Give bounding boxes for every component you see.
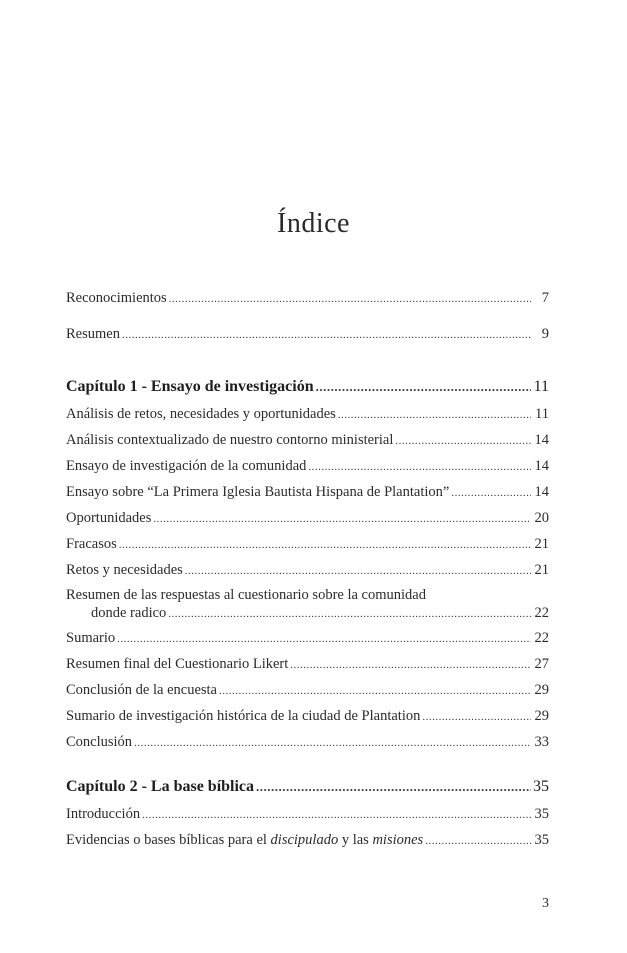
toc-chapter-label: Capítulo 2 - La base bíblica [66,778,255,795]
dot-leader [451,487,531,499]
toc-entry-page: 21 [534,536,549,552]
toc-chapter-2 [66,778,549,796]
toc-entry-label [66,832,423,849]
toc-entry [66,432,549,449]
toc-entry-page: 35 [534,832,549,848]
toc-entry-page: 9 [541,326,549,342]
dot-leader [338,409,531,421]
toc-entry-page: 14 [534,484,549,500]
toc-entry [66,458,549,475]
dot-leader [256,779,531,795]
toc-entry-label: Ensayo de investigación de la comunidad [66,458,307,474]
toc-entry-page: 21 [534,562,549,578]
dot-leader [153,513,531,525]
toc-entry-page: 11 [533,378,549,395]
dot-leader [219,685,531,697]
toc-entry [66,682,549,699]
dot-leader [169,293,531,305]
toc-entry-page: 29 [534,708,549,724]
toc-entry-resumen [66,326,549,343]
toc-entry-continuation [66,605,549,622]
dot-leader [395,435,531,447]
dot-leader [422,711,531,723]
toc-entry-page: 29 [534,682,549,698]
dot-leader [185,565,531,577]
toc-entry [66,484,549,501]
dot-leader [290,659,531,671]
label-text: y las [341,832,369,848]
toc-entry-label: Fracasos [66,536,117,552]
page-title: Índice [277,208,350,239]
dot-leader [425,835,531,847]
toc-entry-label: Sumario de investigación histórica de la ciudad de Plantation [66,708,421,724]
toc-entry-label: Introducción [66,806,141,822]
toc-chapter-label: Capítulo 1 - Ensayo de investigación [66,378,314,395]
toc-entry-label: Sumario [66,630,116,646]
dot-leader [117,633,531,645]
dot-leader [308,461,531,473]
toc-entry [66,630,549,647]
toc-entry [66,734,549,751]
toc-entry-page: 11 [535,406,549,422]
dot-leader [134,737,531,749]
toc-entry-page: 7 [541,290,549,306]
toc-entry-label: Retos y necesidades [66,562,183,578]
toc-entry [66,406,549,423]
toc-entry [66,510,549,527]
toc-entry [66,562,549,579]
toc-entry-reconocimientos [66,290,549,307]
toc-entry-label: Reconocimientos [66,290,167,306]
toc-entry-label: Análisis de retos, necesidades y oportunidades [66,406,336,422]
toc-entry-page: 22 [534,605,549,621]
dot-leader [142,809,531,821]
dot-leader [122,329,531,341]
toc-entry-label: Ensayo sobre “La Primera Iglesia Bautista Hispana de Plantation” [66,484,450,500]
dot-leader [168,608,531,620]
label-italic-discipulado: discipulado [270,832,339,848]
toc-entry-page: 14 [534,458,549,474]
toc-entry [66,832,549,849]
toc-entry-page: 27 [534,656,549,672]
toc-entry [66,536,549,553]
toc-entry-page: 35 [534,806,549,822]
label-text: Evidencias o bases bíblicas para el [66,832,267,848]
toc-entry-label-line1: Resumen de las respuestas al cuestionario sobre la comunidad [66,587,426,603]
label-italic-misiones: misiones [372,832,424,848]
toc-entry-page: 20 [534,510,549,526]
toc-entry-label: Resumen [66,326,120,342]
toc-entry-two-line [66,585,549,622]
toc-entry-label: Resumen final del Cuestionario Likert [66,656,289,672]
toc-entry-page: 22 [534,630,549,646]
toc-entry-label: Análisis contextualizado de nuestro contorno ministerial [66,432,394,448]
toc-entry-label: Conclusión [66,734,133,750]
toc-entry-page: 35 [533,778,549,795]
dot-leader [316,379,531,395]
toc-entry-page: 33 [534,734,549,750]
toc-chapter-1 [66,378,549,396]
toc-entry-label: Oportunidades [66,510,152,526]
toc-entry [66,708,549,725]
toc-entry-page: 14 [534,432,549,448]
page-number: 3 [542,896,549,911]
toc-entry-label: Conclusión de la encuesta [66,682,217,698]
dot-leader [119,539,531,551]
toc-entry-label-line2: donde radico [91,605,167,621]
toc-entry [66,806,549,823]
toc-entry [66,656,549,673]
